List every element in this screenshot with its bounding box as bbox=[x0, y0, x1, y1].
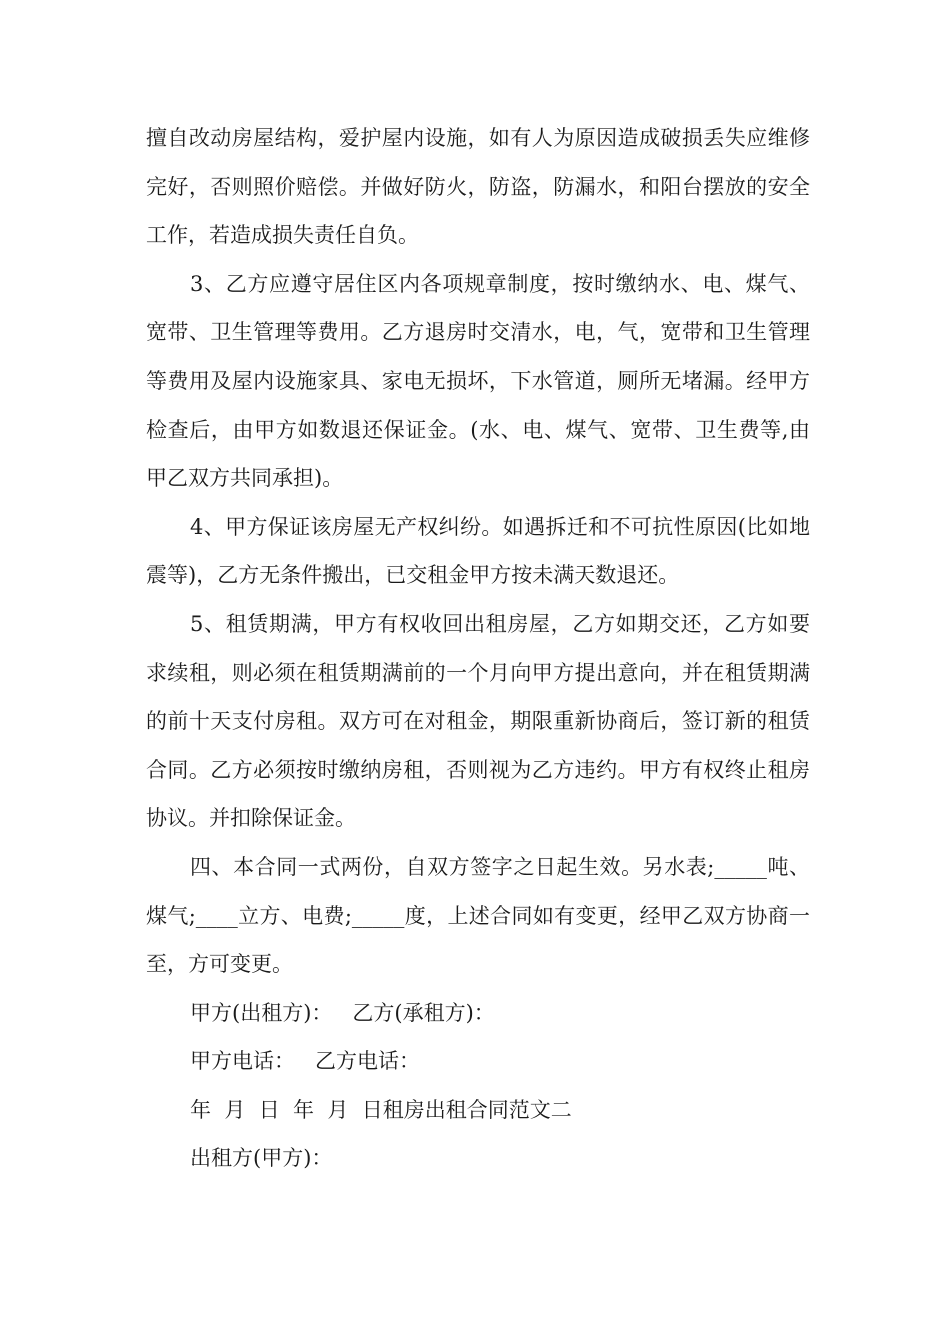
paragraph-clause-3: 3、乙方应遵守居住区内各项规章制度，按时缴纳水、电、煤气、宽带、卫生管理等费用。乙方退房时交清水，电，气，宽带和卫生管理等费用及屋内设施家具、家电无损坏，下水管道，厕所无堵漏。经甲方检查后，由甲方如数退还保证金。(水、电、煤气、宽带、卫生费等,由甲乙双方共同承担)。 bbox=[146, 271, 810, 491]
paragraph-clause-4: 4、甲方保证该房屋无产权纠纷。如遇拆迁和不可抗性原因(比如地震等)，乙方无条件搬出，已交租金甲方按未满天数退还。 bbox=[146, 514, 810, 588]
paragraph-maintenance: 擅自改动房屋结构，爱护屋内设施，如有人为原因造成破损丢失应维修完好，否则照价赔偿。并做好防火，防盗，防漏水，和阳台摆放的安全工作，若造成损失责任自负。 bbox=[146, 126, 810, 248]
paragraph-date-title: 年 月 日 年 月 日租房出租合同范文二 bbox=[190, 1097, 572, 1122]
document-body bbox=[146, 114, 810, 1183]
paragraph-clause-5: 5、租赁期满，甲方有权收回出租房屋，乙方如期交还，乙方如要求续租，则必须在租赁期满前的一个月向甲方提出意向，并在租赁期满的前十天支付房租。双方可在对租金，期限重新协商后，签订新的租赁合同。乙方必须按时缴纳房租，否则视为乙方违约。甲方有权终止租房协议。并扣除保证金。 bbox=[146, 611, 810, 831]
paragraph-parties: 甲方(出租方)： 乙方(承租方)： bbox=[190, 1000, 495, 1025]
paragraph-phones: 甲方电话： 乙方电话： bbox=[190, 1049, 421, 1074]
paragraph-section-4: 四、本合同一式两份，自双方签字之日起生效。另水表;_____吨、煤气;____立方、电费;_____度，上述合同如有变更，经甲乙双方协商一至，方可变更。 bbox=[146, 854, 810, 977]
paragraph-lessor: 出租方(甲方)： bbox=[190, 1146, 333, 1171]
